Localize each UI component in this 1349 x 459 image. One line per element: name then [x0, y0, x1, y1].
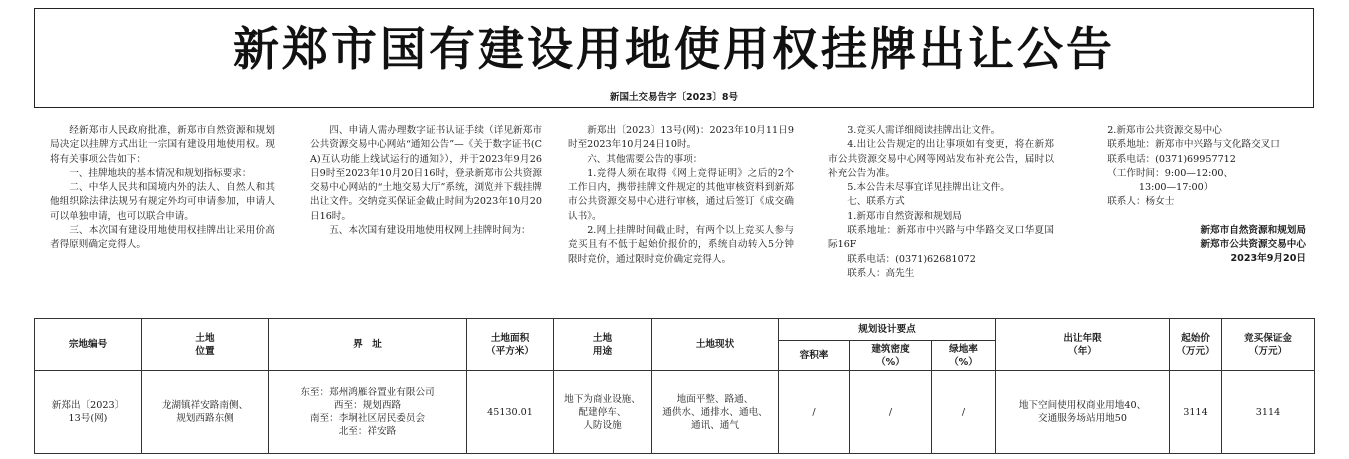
paragraph: 三、本次国有建设用地使用权挂牌出让采用价高者得原则确定竞得人。 [50, 225, 275, 251]
header-planning: 规划设计要点 [779, 319, 996, 341]
paragraph: 二、中华人民共和国境内外的法人、自然人和其他组织除法律法规另有规定外均可申请参加，申请人可以单独申请，也可以联合申请。 [50, 182, 275, 222]
cell-boundary: 东至：郑州鸿雁谷置业有限公司 西至：规划西路 南至：李垌社区居民委员会 北至：祥安路 [269, 371, 467, 454]
paragraph: 联系电话：(0371)62681072 [847, 253, 976, 265]
signature-org: 新郑市公共资源交易中心 [1200, 239, 1306, 251]
text-column-1 [50, 124, 275, 253]
text-column-2 [310, 124, 542, 238]
cell-area: 45130.01 [467, 371, 554, 454]
header-far: 容积率 [779, 340, 850, 370]
cell-status: 地面平整、路通、 通供水、通排水、通电、 通讯、通气 [652, 371, 779, 454]
cell-id: 新郑出〔2023〕 13号(网) [35, 371, 142, 454]
header-term: 出让年限 （年） [996, 319, 1170, 371]
text-column-4 [828, 124, 1054, 281]
paragraph: 六、其他需要公告的事项： [587, 153, 703, 165]
paragraph: 1.竞得人须在取得《网上竞得证明》之后的2个工作日内，携带挂牌文件规定的其他审核资料到新郑市公共资源交易中心进行审核，通过后签订《成交确认书》。 [568, 167, 794, 222]
header-deposit: 竞买保证金 （万元） [1222, 319, 1315, 371]
header-boundary: 界 址 [269, 319, 467, 371]
paragraph: 一、挂牌地块的基本情况和规划指标要求： [69, 167, 252, 179]
cell-density: / [850, 371, 932, 454]
paragraph: 5.本公告未尽事宜详见挂牌出让文件。 [847, 182, 1010, 194]
paragraph: 七、联系方式 [847, 196, 905, 208]
signature-org: 新郑市自然资源和规划局 [1200, 224, 1306, 236]
paragraph: 五、本次国有建设用地使用权网上挂牌时间为： [329, 225, 531, 237]
cell-start-price: 3114 [1170, 371, 1222, 454]
paragraph: 1.新郑市自然资源和规划局 [847, 210, 962, 222]
contact-org: 2.新郑市公共资源交易中心 [1107, 125, 1222, 136]
paragraph: 联系人：高先生 [847, 267, 915, 279]
paragraph: 联系地址：新郑市中兴路与中华路交叉口华夏国际16F [828, 225, 1054, 251]
header-location: 土地 位置 [142, 319, 269, 371]
cell-term: 地下空间使用权商业用地40、 交通服务场站用地50 [996, 371, 1170, 454]
paragraph: 3.竞买人需详细阅读挂牌出让文件。 [847, 125, 1001, 136]
title-banner [34, 8, 1314, 108]
header-id: 宗地编号 [35, 319, 142, 371]
cell-deposit: 3114 [1222, 371, 1315, 454]
land-parcel-table [34, 318, 1315, 454]
page-title: 新郑市国有建设用地使用权挂牌出让公告 [233, 22, 1115, 76]
text-column-5 [1088, 124, 1312, 267]
contact-person: 联系人：杨女士 [1107, 196, 1175, 208]
contact-address: 联系地址：新郑市中兴路与文化路交叉口 [1107, 139, 1280, 151]
header-area: 土地面积 （平方米） [467, 319, 554, 371]
table-header-row [35, 319, 1315, 341]
cell-location: 龙湖镇祥安路南侧、 规划西路东侧 [142, 371, 269, 454]
document-number: 新国土交易告字〔2023〕8号 [609, 92, 739, 103]
header-green: 绿地率 （%） [932, 340, 996, 370]
header-density: 建筑密度 （%） [850, 340, 932, 370]
signature-date: 2023年9月20日 [1230, 253, 1306, 265]
paragraph: 2.网上挂牌时间截止时，有两个以上竞买人参与竞买且有不低于起始价报价的，系统自动转入5分钟限时竞价，通过限时竞价确定竞得人。 [568, 225, 794, 265]
contact-phone: 联系电话：(0371)69957712 [1107, 153, 1236, 165]
header-start-price: 起始价 （万元） [1170, 319, 1222, 371]
paragraph: 4.出让公告规定的出让事项如有变更，将在新郑市公共资源交易中心网等网站发布补充公告，届时以补充公告为准。 [828, 139, 1054, 179]
cell-far: / [779, 371, 850, 454]
paragraph: 新郑出〔2023〕13号(网)：2023年10月11日9时至2023年10月24日10时。 [568, 125, 794, 151]
office-hours: 13:00—17:00） [1138, 182, 1214, 194]
header-status: 土地现状 [652, 319, 779, 371]
text-column-3 [568, 124, 794, 267]
cell-green: / [932, 371, 996, 454]
header-use: 土地 用途 [554, 319, 652, 371]
cell-use: 地下为商业设施、 配建停车、 人防设施 [554, 371, 652, 454]
paragraph: 四、申请人需办理数字证书认证手续（详见新郑市公共资源交易中心网站“通知公告”—《关于数字证书(CA)互认功能上线试运行的通知》），并于2023年9月26日9时至2023年10月20日16时，登录新郑市公共资源交易中心网站的“土地交易大厅”系统，浏览并下载挂牌出让文件。交纳竞买保证金截止时间为2023年10月20日16时。 [310, 125, 542, 222]
table-row [35, 371, 1315, 454]
paragraph: 经新郑市人民政府批准，新郑市自然资源和规划局决定以挂牌方式出让一宗国有建设用地使用权。现将有关事项公告如下： [50, 125, 275, 165]
office-hours: （工作时间：9:00—12:00、 [1107, 167, 1234, 179]
